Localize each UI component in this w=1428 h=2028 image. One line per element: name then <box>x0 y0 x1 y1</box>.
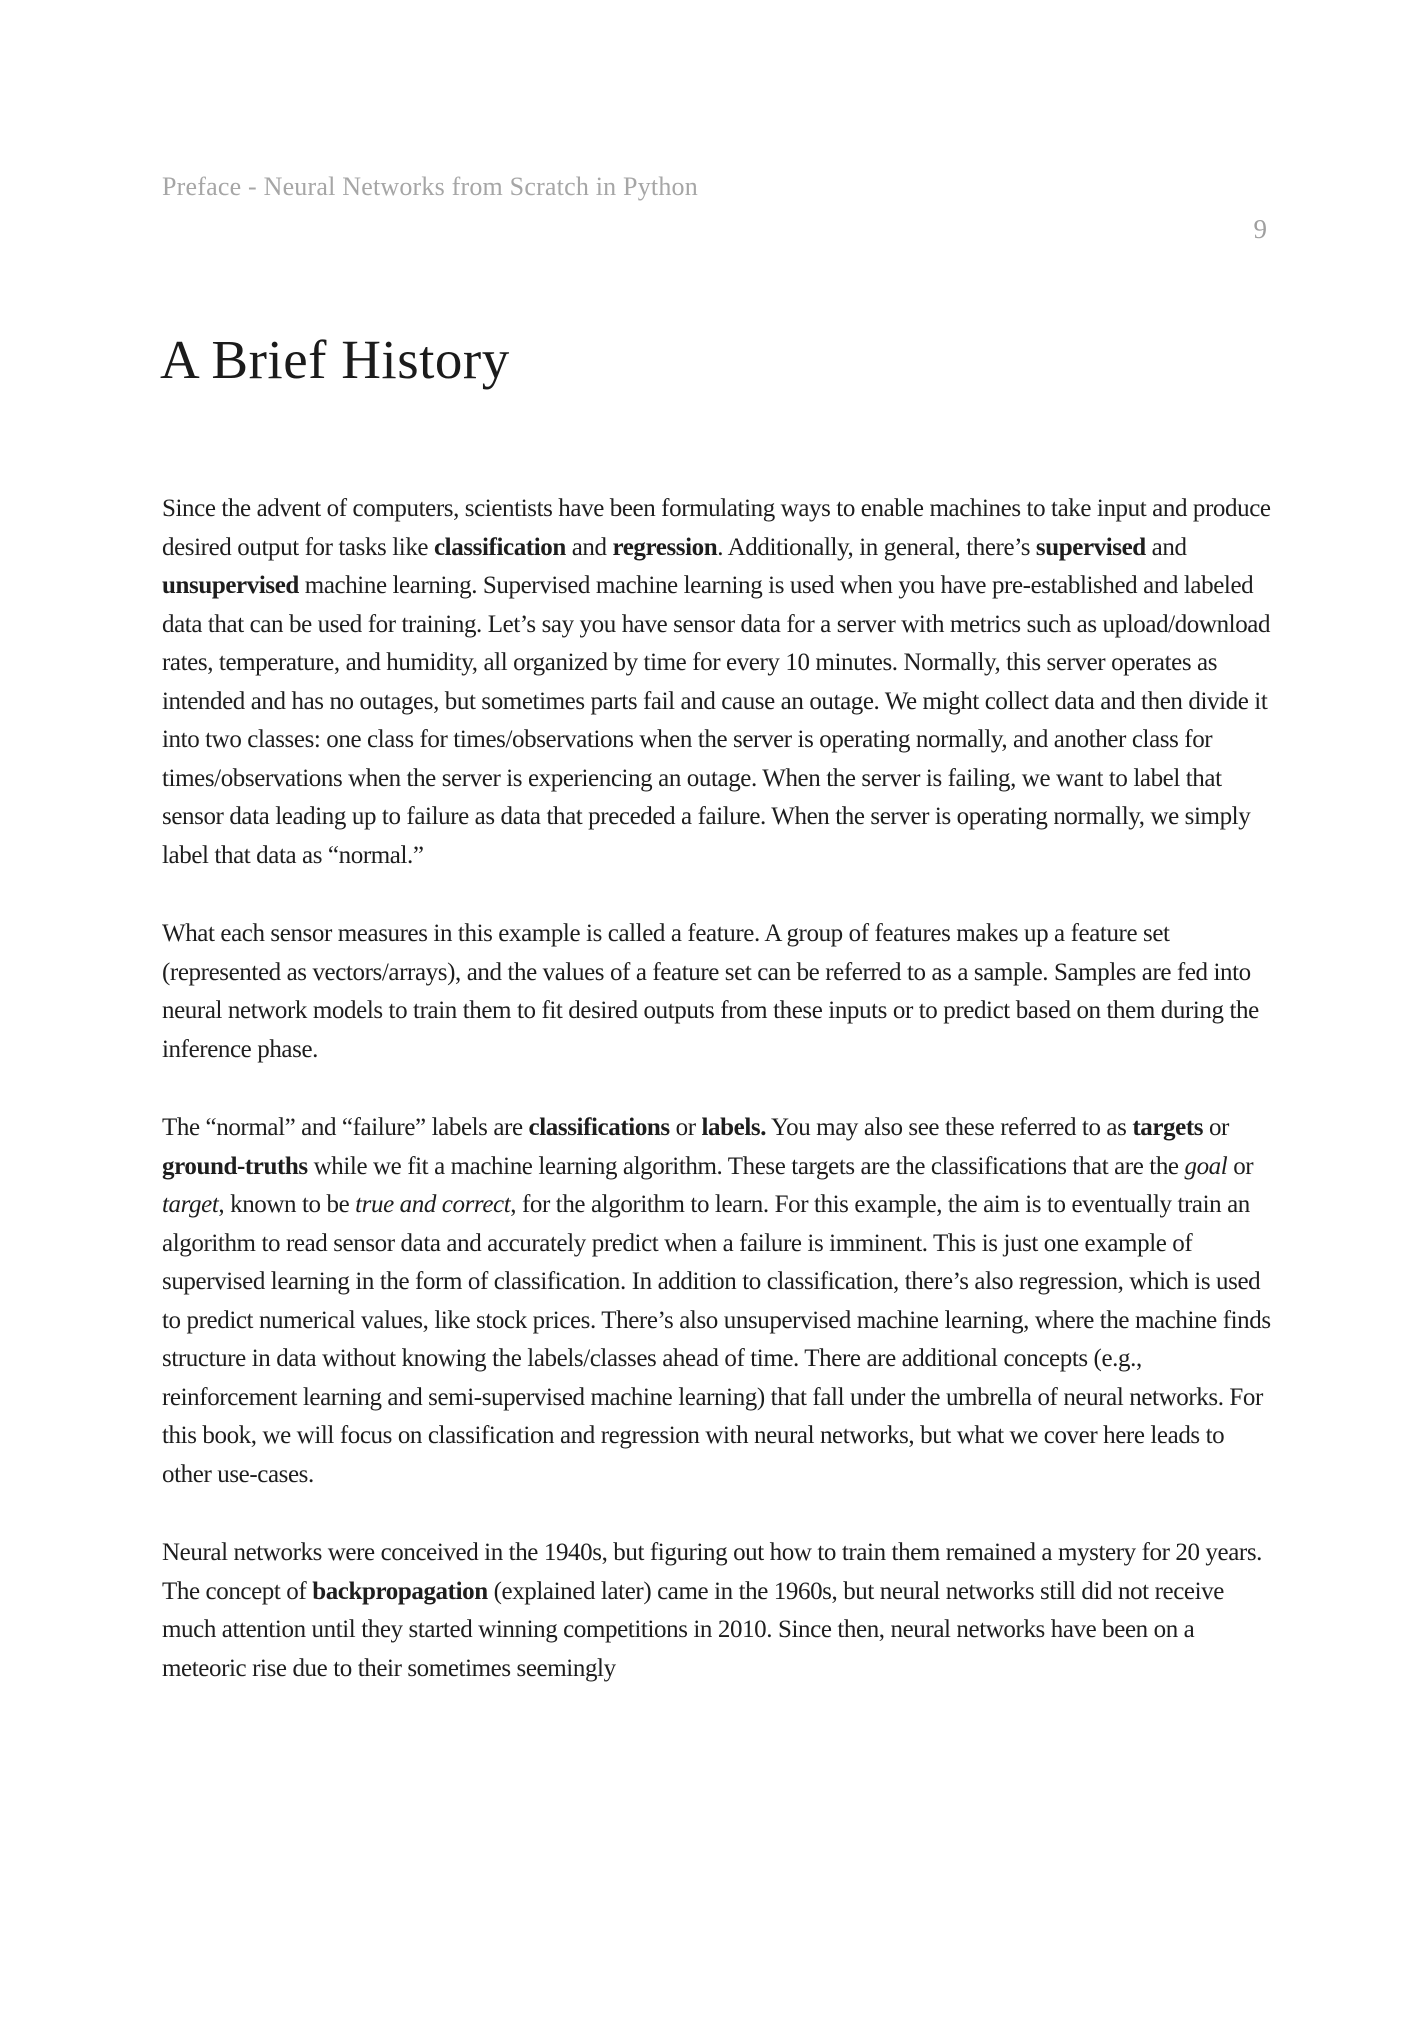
running-header: Preface - Neural Networks from Scratch in Python <box>162 172 698 201</box>
paragraph-2: What each sensor measures in this example is called a feature. A group of features makes up a feature set (represented as vectors/arrays), and the values of a feature set can be referred to as a sample. Samples are fed into neural network models to train them to fit desired outputs from these inputs or to predict based on them during the inference phase. <box>162 920 1259 1063</box>
paragraph-1: Since the advent of computers, scientists have been formulating ways to enable machines to take input and produce desired output for tasks like classification and regression. Additionally, in general, there’s supervised and unsupervised machine learning. Supervised machine learning is used when you have pre-established and labeled data that can be used for training. Let’s say you have sensor data for a server with metrics such as upload/download rates, temperature, and humidity, all organized by time for every 10 minutes. Normally, this server operates as intended and has no outages, but sometimes parts fail and cause an outage. We might collect data and then divide it into two classes: one class for times/observations when the server is operating normally, and another class for times/observations when the server is experiencing an outage. When the server is failing, we want to label that sensor data leading up to failure as data that preceded a failure. When the server is operating normally, we simply label that data as “normal.” <box>162 495 1271 869</box>
body-content <box>162 490 1272 1728</box>
chapter-title: A Brief History <box>160 329 510 390</box>
paragraph-4: Neural networks were conceived in the 1940s, but figuring out how to train them remained a mystery for 20 years. The concept of backpropagation (explained later) came in the 1960s, but neural networks still did not receive much attention until they started winning competitions in 2010. Since then, neural networks have been on a meteoric rise due to their sometimes seemingly <box>162 1539 1263 1682</box>
page-number: 9 <box>1253 214 1267 244</box>
paragraph-3: The “normal” and “failure” labels are classifications or labels. You may also see these referred to as targets or ground-truths while we fit a machine learning algorithm. These targets are the classifications that are the goal or target, known to be true and correct, for the algorithm to learn. For this example, the aim is to eventually train an algorithm to read sensor data and accurately predict when a failure is imminent. This is just one example of supervised learning in the form of classification. In addition to classification, there’s also regression, which is used to predict numerical values, like stock prices. There’s also unsupervised machine learning, where the machine finds structure in data without knowing the labels/classes ahead of time. There are additional concepts (e.g., reinforcement learning and semi-supervised machine learning) that fall under the umbrella of neural networks. For this book, we will focus on classification and regression with neural networks, but what we cover here leads to other use-cases. <box>162 1114 1271 1488</box>
